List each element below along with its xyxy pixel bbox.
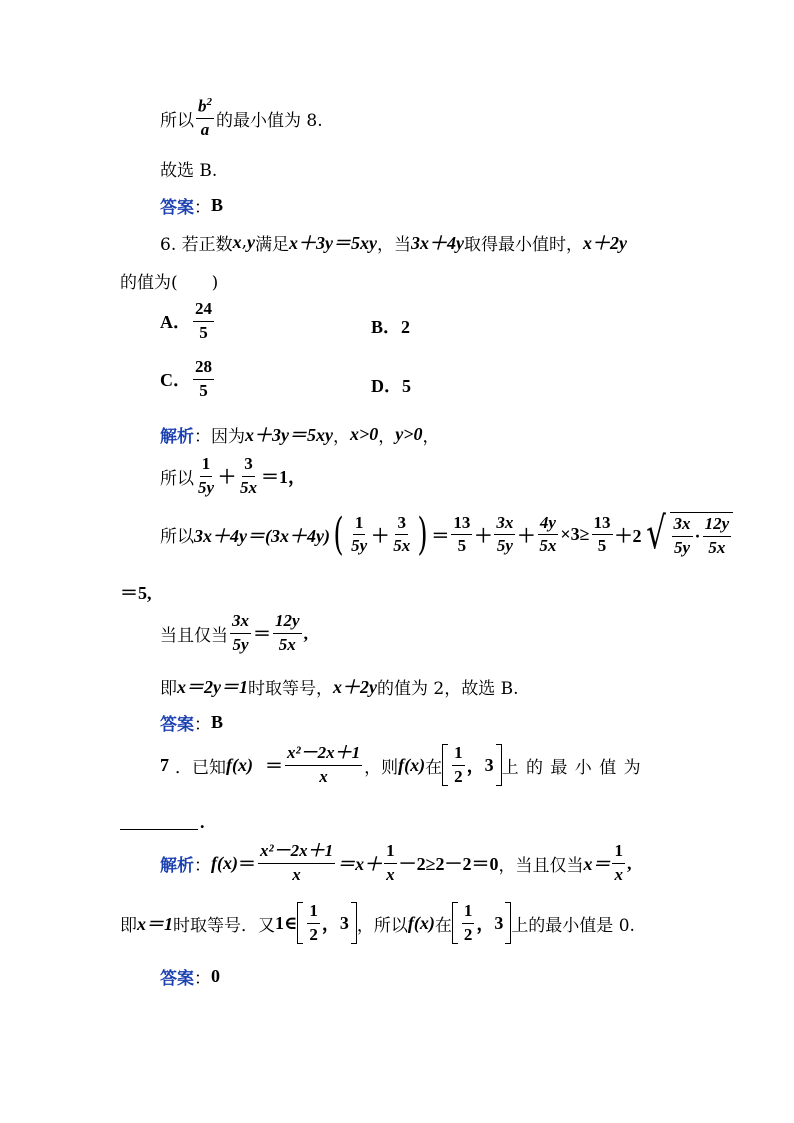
sqrt-icon: √	[645, 508, 666, 559]
fraction-1-over-5y: $\frac{1}{5y}$	[198, 454, 215, 497]
prev-conclusion-line	[160, 96, 323, 140]
answer-value: B	[211, 712, 224, 732]
q7-solution-line1: 解析 ： f(x) ＝ $\frac{\text{x²－2x＋1}}{x}$ ＝x＋ $\frac{1}{x}$ －2≥2－2＝0 ，当且仅当 x＝ $\frac{1}{x}$ ,	[160, 841, 632, 884]
interval: $\frac{1}{2}$ ， 3	[297, 902, 357, 944]
answer-label: 答案	[160, 198, 194, 218]
prev-tail: 的最小值为 8.	[216, 110, 323, 131]
answer-value: 0	[211, 966, 220, 986]
solution-label: 解析	[160, 855, 194, 876]
answer-label: 答案	[160, 969, 194, 989]
q6-option-b[interactable]: B．2	[371, 317, 411, 337]
option-c-fraction: $\frac{28}{5}$	[195, 357, 212, 400]
answer-blank[interactable]	[120, 815, 198, 830]
fraction-b2-over-a: $\frac{b^2}{a}$	[198, 96, 212, 140]
q6-solution-line1: 解析 ： 因为 x＋3y＝5xy ， x>0 ， y>0 ，	[160, 423, 440, 447]
prev-answer-line: 答案 ： B	[160, 195, 224, 218]
q6-solution-line4: ＝5,	[120, 583, 152, 603]
interval: $\frac{1}{2}$ ， 3	[452, 902, 512, 944]
q7-answer-line: 答案 ： 0	[160, 966, 220, 989]
q6-stem-line2: 的值为( )	[120, 273, 219, 293]
q6-stem-line1: 6. 若正数 x , y 满足 x＋3y＝5xy ，当 3x＋4y 取得最小值时， x＋2y	[160, 231, 628, 255]
fraction-quadratic-over-x: $\frac{\text{x²－2x＋1}}{x}$	[286, 743, 361, 786]
q6-solution-line3: 所以 3x＋4y＝(3x＋4y) ( $\frac{1}{5y}$ ＋ $\frac{3}{5x}$ ) ＝ $\frac{13}{5}$ ＋ $\frac{3x}{5y}$ ＋ $\frac{4y}{5x}$ ×3≥ $\frac{13}{5}$ ＋2 √ $\frac{3x}{5y}$ · $\frac{12y}{5x}$	[160, 512, 733, 557]
answer-label: 答案	[160, 715, 194, 735]
q7-stem-line1: 7 ．已知 f(x) ＝ $\frac{\text{x²－2x＋1}}{x}$ ，则 f(x) 在 $\frac{1}{2}$ ， 3 上 的 最 小 值 为	[160, 743, 642, 786]
interval: $\frac{1}{2}$ ， 3	[442, 744, 502, 786]
q6-option-a[interactable]: A． $\frac{24}{5}$	[160, 299, 212, 342]
left-paren: (	[333, 508, 344, 560]
option-a-fraction: $\frac{24}{5}$	[195, 299, 212, 342]
q6-option-d[interactable]: D．5	[371, 376, 411, 396]
answer-value: B	[211, 195, 224, 215]
q6-option-c[interactable]: C． $\frac{28}{5}$	[160, 357, 212, 400]
q6-solution-line6: 即 x＝2y＝1 时取等号， x＋2y 的值为 2，故选 B.	[160, 677, 519, 699]
q6-solution-line2: 所以 $\frac{1}{5y}$ ＋ $\frac{3}{5x}$ ＝1，	[160, 454, 307, 497]
q6-answer-line: 答案 ： B	[160, 712, 224, 735]
right-paren: )	[417, 508, 428, 560]
solution-label: 解析	[160, 426, 194, 447]
q6-solution-line5: 当且仅当 $\frac{3x}{5y}$ ＝ $\frac{12y}{5x}$ ,	[160, 611, 309, 654]
q7-solution-line2: 即 x＝1 时取等号．又 1∈ $\frac{1}{2}$ ， 3 ，所以 f(x) 在 $\frac{1}{2}$ ， 3 上的最小值是 0.	[120, 901, 635, 944]
square-root: √ $\frac{3x}{5y}$ · $\frac{12y}{5x}$	[642, 512, 734, 557]
q7-stem-line2: .	[120, 812, 205, 833]
prev-intro: 所以	[160, 110, 194, 131]
prev-select-line: 故选 B.	[160, 161, 218, 181]
fraction-3-over-5x: $\frac{3}{5x}$	[240, 454, 258, 497]
